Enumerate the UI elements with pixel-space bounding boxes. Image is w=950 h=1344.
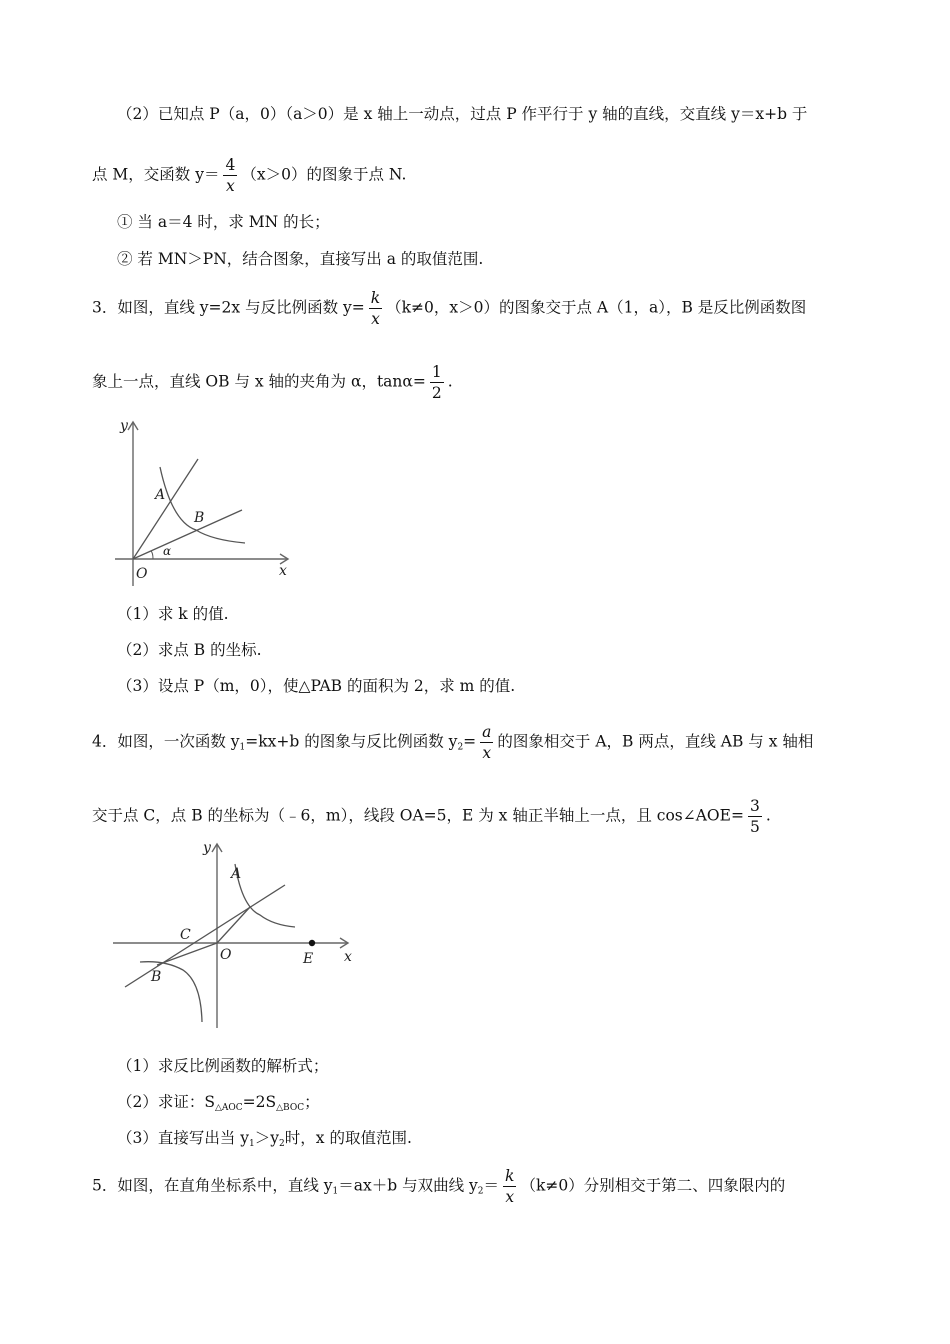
q4-sub-2: 2 xyxy=(457,742,464,753)
q2-text-a: 点 M，交函数 y＝ xyxy=(92,165,220,184)
q2-frac-den: x xyxy=(226,177,235,195)
q3-text-c: 象上一点，直线 OB 与 x 轴的夹角为 α，tanα= xyxy=(92,372,426,391)
segment-ob xyxy=(157,943,217,965)
q4-part1: （1）求反比例函数的解析式； xyxy=(117,1057,329,1075)
point-e-label: E xyxy=(303,951,314,967)
hyperbola-branch-1 xyxy=(235,864,295,927)
q3-text-a: 3．如图，直线 y=2x 与反比例函数 y= xyxy=(92,298,365,317)
q3-part1: （1）求 k 的值. xyxy=(117,605,229,623)
q4-part3 xyxy=(0,1128,950,1154)
q2-part2-line1: （2）已知点 P（a，0）（a＞0）是 x 轴上一动点，过点 P 作平行于 y 轴的直线，交直线 y＝x+b 于 xyxy=(117,105,808,123)
q4-sub-1: 1 xyxy=(239,742,246,753)
x-label: x xyxy=(344,949,352,965)
q3-fraction xyxy=(369,288,382,329)
q3-figure-svg xyxy=(100,412,300,592)
q5-fraction xyxy=(503,1166,516,1207)
q3-frac-num: k xyxy=(370,289,381,307)
q2-sub2: ② 若 MN＞PN，结合图象，直接写出 a 的取值范围. xyxy=(117,250,484,268)
line-ab xyxy=(125,885,285,987)
hyperbola-branch-2 xyxy=(140,962,202,1022)
alpha-arc xyxy=(151,551,153,559)
point-a-label: A xyxy=(231,866,242,882)
q4-text-c: = xyxy=(463,732,477,751)
q4-frac-den: x xyxy=(482,744,492,762)
y-label: y xyxy=(203,840,211,856)
q4-figure xyxy=(105,832,365,1036)
origin-label: O xyxy=(136,566,148,582)
alpha-label: α xyxy=(163,544,172,558)
q3-figure xyxy=(100,412,300,596)
q2-sub1: ① 当 a＝4 时，求 MN 的长； xyxy=(117,213,330,231)
q3-text-d: . xyxy=(447,372,453,391)
q2-text-b: （x＞0）的图象于点 N. xyxy=(241,165,407,184)
q4-line2 xyxy=(0,796,950,837)
point-e-dot xyxy=(309,940,315,946)
q4-part3-text-a: （3）直接写出当 y xyxy=(117,1129,250,1147)
q4-line1 xyxy=(0,722,950,763)
q4-part2-text-a: （2）求证：S xyxy=(117,1093,215,1111)
q3-frac-den: x xyxy=(371,310,380,328)
q2-part2-line2 xyxy=(0,155,950,196)
point-c-label: C xyxy=(180,927,191,943)
q3-line2 xyxy=(0,362,950,403)
q4-fraction xyxy=(480,722,493,763)
q3-text-b: （k≠0，x＞0）的图象交于点 A（1，a），B 是反比例函数图 xyxy=(386,298,807,317)
q4-part3-sub2: 2 xyxy=(279,1139,285,1149)
q4-cos-den: 5 xyxy=(749,818,760,836)
q4-frac-num: a xyxy=(482,723,492,741)
q3-tan-den: 2 xyxy=(431,384,442,402)
q3-part2: （2）求点 B 的坐标. xyxy=(117,641,262,659)
q4-text-d: 的图象相交于 A，B 两点，直线 AB 与 x 轴相 xyxy=(497,732,814,751)
q4-cos-num: 3 xyxy=(749,797,760,815)
q4-part3-text-b: ＞y xyxy=(254,1129,280,1147)
q4-part2-sub2: △BOC xyxy=(276,1103,305,1113)
q4-part3-text-c: 时，x 的取值范围. xyxy=(284,1129,412,1147)
q4-text-b: =kx+b 的图象与反比例函数 y xyxy=(245,732,458,751)
hyperbola-curve xyxy=(160,467,245,543)
q5-text-a: 5．如图，在直角坐标系中，直线 y xyxy=(92,1176,333,1195)
q4-text-f: . xyxy=(765,806,771,825)
q5-frac-den: x xyxy=(505,1188,515,1206)
q3-tan-fraction xyxy=(430,362,444,403)
q4-part2-text-b: =2S xyxy=(242,1093,277,1111)
q4-figure-svg xyxy=(105,832,365,1032)
q4-cos-fraction xyxy=(748,796,762,837)
q4-part2-text-c: ； xyxy=(304,1093,320,1111)
y-label: y xyxy=(120,418,128,434)
x-label: x xyxy=(279,563,287,579)
point-b-label: B xyxy=(151,969,162,985)
q5-text-c: ＝ xyxy=(483,1176,500,1195)
point-b-label: B xyxy=(194,510,205,526)
q3-line1 xyxy=(0,288,950,329)
q5-sub-2: 2 xyxy=(477,1186,484,1197)
q5-frac-num: k xyxy=(505,1167,515,1185)
q5-line1 xyxy=(0,1166,950,1207)
q2-frac-num: 4 xyxy=(225,156,236,174)
origin-label: O xyxy=(220,947,232,963)
q3-part3: （3）设点 P（m，0），使△PAB 的面积为 2，求 m 的值. xyxy=(117,677,516,695)
point-a-label: A xyxy=(155,487,166,503)
q4-part2 xyxy=(0,1092,950,1118)
q3-tan-num: 1 xyxy=(431,363,442,381)
q4-part2-sub1: △AOC xyxy=(214,1103,243,1113)
q2-fraction xyxy=(223,155,237,196)
q5-text-d: （k≠0）分别相交于第二、四象限内的 xyxy=(520,1176,786,1195)
q4-text-a: 4．如图，一次函数 y xyxy=(92,732,240,751)
q5-text-b: ＝ax＋b 与双曲线 y xyxy=(338,1176,478,1195)
q4-text-e: 交于点 C，点 B 的坐标为（﹣6，m），线段 OA=5，E 为 x 轴正半轴上一点，且 cos∠AOE= xyxy=(92,806,744,825)
q5-sub-1: 1 xyxy=(332,1186,339,1197)
q4-part3-sub1: 1 xyxy=(249,1139,255,1149)
